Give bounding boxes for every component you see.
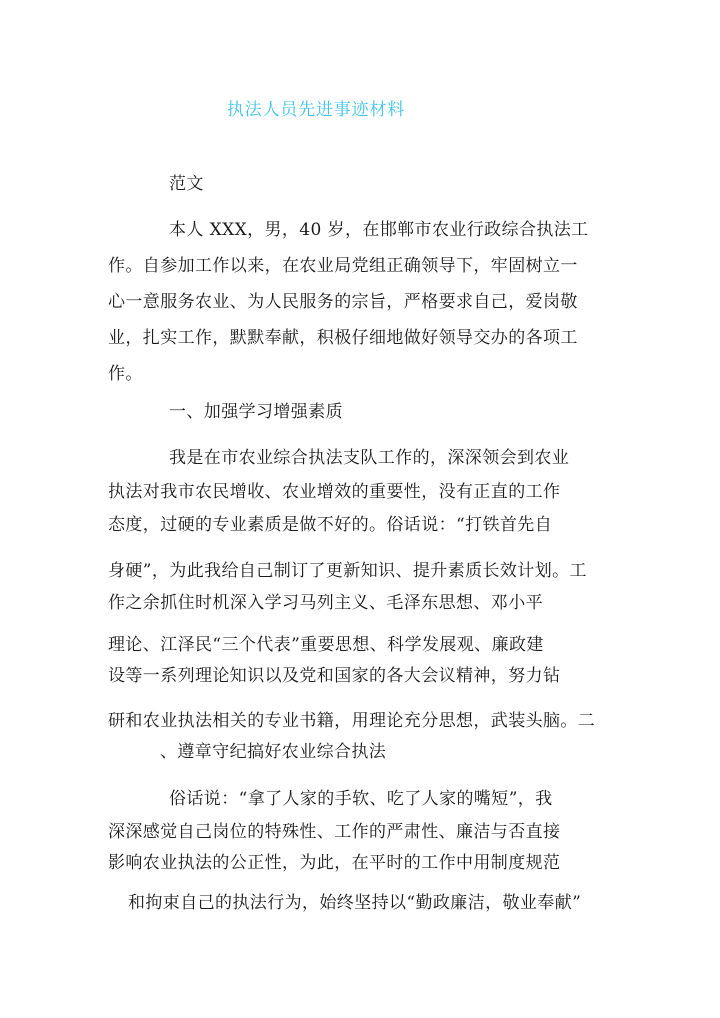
- text-line: 和拘束自己的执法行为，始终坚持以“勤政廉洁，敬业奉献”: [128, 893, 582, 913]
- text-line: 作之余抓住时机深入学习马列主义、毛泽东思想、邓小平: [108, 593, 543, 613]
- document-title: 执法人员先进事迹材料: [227, 100, 405, 120]
- text-line: 理论、江泽民“三个代表”重要思想、科学发展观、廉政建: [108, 635, 544, 655]
- text-line: 我是在市农业综合执法支队工作的，深深领会到农业: [169, 448, 570, 468]
- section-heading: 一、加强学习增强素质: [169, 402, 343, 422]
- text-line: 研和农业执法相关的专业书籍，用理论充分思想，武装头脑。二: [108, 711, 596, 731]
- text-line: 态度，过硬的专业素质是做不好的。俗话说：“打铁首先自: [108, 515, 553, 535]
- text-line: 深深感觉自己岗位的特殊性、工作的严肃性、廉洁与否直接: [108, 822, 561, 842]
- text-line: 业，扎实工作，默默奉献，积极仔细地做好领导交办的各项工: [108, 328, 578, 348]
- text-line: 身硬”，为此我给自己制订了更新知识、提升素质长效计划。工: [108, 561, 587, 581]
- text-line: 影响农业执法的公正性，为此，在平时的工作中用制度规范: [108, 853, 561, 873]
- text-line: 执法对我市农民增收、农业增效的重要性，没有正直的工作: [108, 482, 561, 502]
- text-line: 本人 XXX，男，40 岁，在邯郸市农业行政综合执法工: [169, 220, 589, 240]
- section-heading: 、遵章守纪搞好农业综合执法: [160, 742, 387, 762]
- text-line: 心一意服务农业、为人民服务的宗旨，严格要求自己，爱岗敬: [108, 292, 578, 312]
- text-line: 范文: [169, 174, 204, 194]
- text-line: 俗话说：“拿了人家的手软、吃了人家的嘴短”，我: [169, 789, 553, 809]
- text-line: 作。: [108, 364, 143, 384]
- text-line: 作。自参加工作以来，在农业局党组正确领导下，牢固树立一: [108, 256, 578, 276]
- text-line: 设等一系列理论知识以及党和国家的各大会议精神，努力钻: [108, 666, 561, 686]
